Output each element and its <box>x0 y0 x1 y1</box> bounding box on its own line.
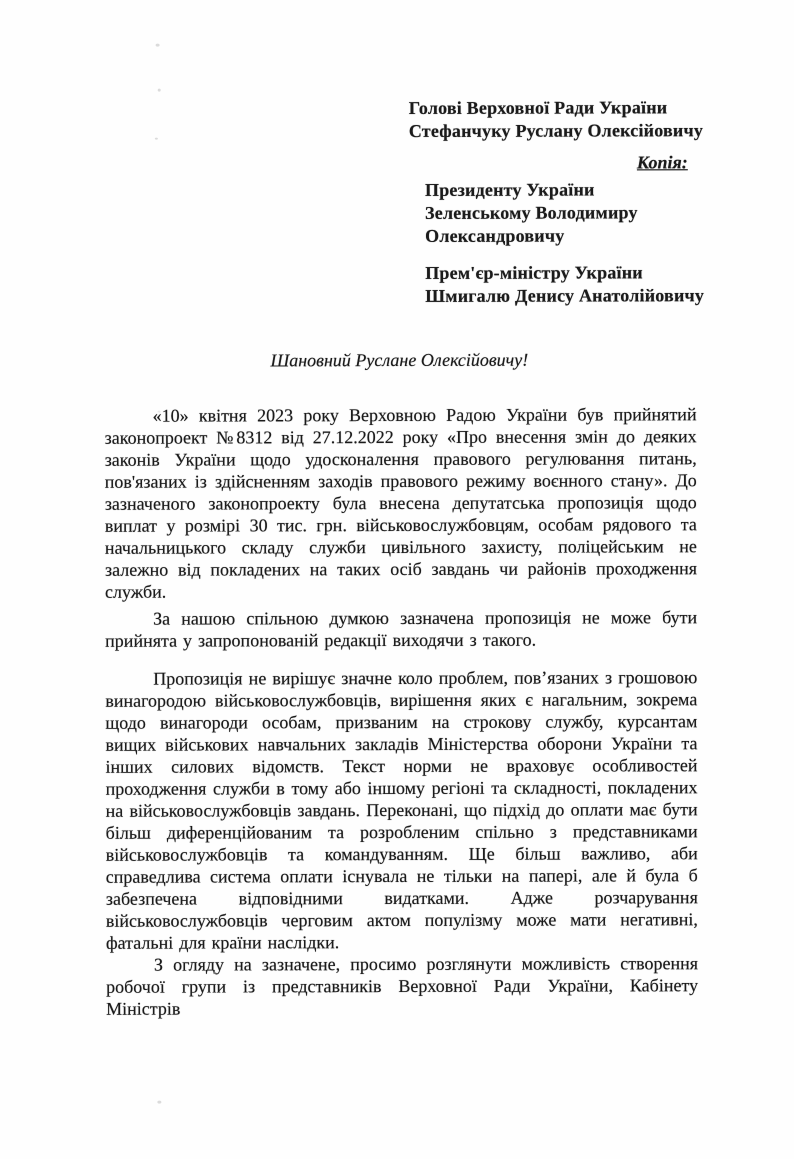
letter-body <box>105 403 699 1020</box>
body-paragraph: З огляду на зазначене, просимо розглянути можливість створення робочої групи із представників Верховної Ради України, Кабінету Міністрів <box>106 953 699 1019</box>
body-paragraph: За нашою спільною думкою зазначена пропозиція не може бути прийнята у запропонованій редакції виходячи з такого. <box>105 607 698 651</box>
recipient-line: Олександровичу <box>425 225 565 246</box>
recipient-line: Голові Верховної Ради України <box>408 97 668 118</box>
body-paragraph: Пропозиція не вирішує значне коло проблем, пов’язаних з грошовою винагородою військовослужбовців, вирішення яких є нагальним, зокрема щодо винагороди особам, призваним на строкову службу, курсантам вищих військових навчальних закладів Міністерства оборони України та інших силових відомств. Текст норми не враховує особливостей проходження служби в тому або іншому регіоні та складності, покладених на військовослужбовців завдань. Переконані, що підхід до оплати має бути більш диференційованим та розробленим спільно з представниками військовослужбовців та командуванням. Ще більш важливо, аби справедлива система оплати існувала не тільки на папері, але й була б забезпечена відповідними видатками. Адже розчарування військовослужбовців черговим актом популізму може мати негативні, фатальні для країни наслідки. <box>105 667 698 953</box>
recipient-line: Стефанчуку Руслану Олексійовичу <box>408 120 704 141</box>
salutation: Шановний Руслане Олексійовичу! <box>270 349 529 371</box>
scan-artifact <box>157 1101 161 1104</box>
copy-label: Копія: <box>636 152 688 173</box>
scan-artifact <box>155 138 158 140</box>
copy-recipient-president-block <box>425 178 638 248</box>
recipient-line: Прем'єр-міністру України <box>425 262 643 283</box>
body-paragraph: «10» квітня 2023 року Верховною Радою України був прийнятий законопроект №8312 від 27.12.2022 року «Про внесення змін до деяких законів України щодо удосконалення правового регулювання питань, пов'язаних із здійсненням заходів правового режиму воєнного стану». До зазначеного законопроекту була внесена депутатська пропозиція щодо виплат у розмірі 30 тис. грн. військовослужбовцям, особам рядового та начальницького складу служби цивільного захисту, поліцейським не залежно від покладених на таких осіб завдань чи районів проходження служби. <box>104 404 697 602</box>
recipient-line: Президенту України <box>424 179 595 200</box>
recipient-line: Шмигалю Денису Анатолійовичу <box>425 285 705 306</box>
copy-recipient-prime-minister-block <box>425 261 704 308</box>
scan-artifact <box>158 89 161 92</box>
scan-artifact <box>158 411 161 413</box>
scan-artifact <box>156 44 160 47</box>
recipient-line: Зеленському Володимиру <box>425 202 638 223</box>
recipient-primary-block <box>409 96 703 143</box>
